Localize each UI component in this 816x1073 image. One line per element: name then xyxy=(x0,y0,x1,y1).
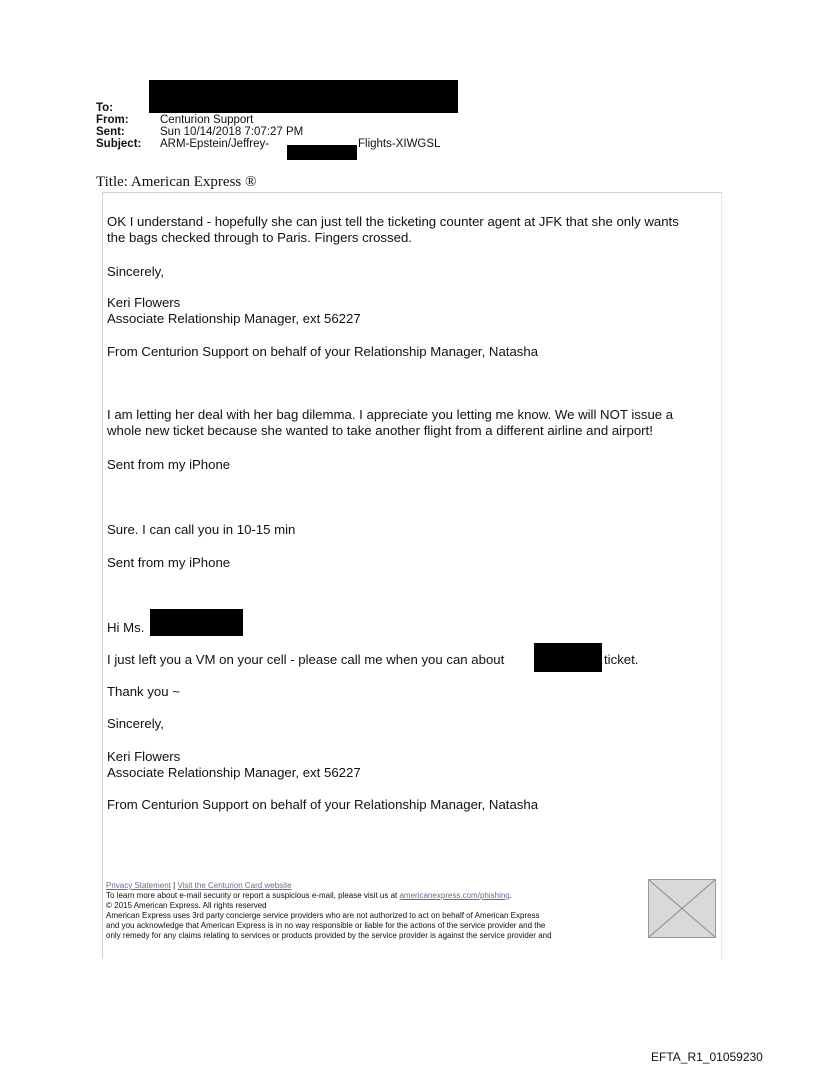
footer-links xyxy=(106,881,292,890)
document-id: EFTA_R1_01059230 xyxy=(651,1050,763,1064)
disclaimer-line-2: and you acknowledge that American Express is in no way responsible or liable for the actions of the service provider and the xyxy=(106,921,546,930)
subject-label: Subject: xyxy=(96,138,142,150)
vm-line-suffix: ticket. xyxy=(604,652,639,667)
from-line-2: From Centurion Support on behalf of your Relationship Manager, Natasha xyxy=(107,797,539,812)
signature-role-2: Associate Relationship Manager, ext 56227 xyxy=(107,765,361,780)
from-label: From: xyxy=(96,114,129,126)
sent-label: Sent: xyxy=(96,126,125,138)
from-line-1: From Centurion Support on behalf of your Relationship Manager, Natasha xyxy=(107,344,539,359)
disclaimer-line-3: only remedy for any claims relating to services or products provided by the service provider is against the service provider and xyxy=(106,931,552,940)
security-note xyxy=(106,891,512,900)
broken-image-icon xyxy=(648,879,716,938)
to-label: To: xyxy=(96,102,114,114)
centurion-website-link[interactable]: Visit the Centurion Card website xyxy=(177,881,292,890)
para1-line2: the bags checked through to Paris. Fingers crossed. xyxy=(107,230,412,245)
subject-suffix: Flights-XIWGSL xyxy=(358,138,441,150)
para2-line2: whole new ticket because she wanted to take another flight from a different airline and airport! xyxy=(107,423,653,438)
para2-line1: I am letting her deal with her bag dilemma. I appreciate you letting me know. We will NOT issue a xyxy=(107,407,674,422)
redaction-to xyxy=(149,80,458,113)
sent-from-iphone-1: Sent from my iPhone xyxy=(107,457,231,472)
signature-name-1: Keri Flowers xyxy=(107,295,181,310)
para1-line1: OK I understand - hopefully she can just tell the ticketing counter agent at JFK that she only wants xyxy=(107,214,679,229)
security-suffix: . xyxy=(509,891,512,900)
phishing-link[interactable]: americanexpress.com/phishing xyxy=(399,891,510,900)
subject-prefix: ARM-Epstein/Jeffrey- xyxy=(160,138,270,150)
message-frame xyxy=(102,192,722,959)
email-title: Title: American Express ® xyxy=(96,174,257,190)
sincerely-2: Sincerely, xyxy=(107,716,164,731)
from-value: Centurion Support xyxy=(160,114,254,126)
sure-line: Sure. I can call you in 10-15 min xyxy=(107,522,296,537)
vm-line-prefix: I just left you a VM on your cell - please call me when you can about xyxy=(107,652,505,667)
redaction-ticket-name xyxy=(534,643,602,672)
image-placeholder-cross xyxy=(649,880,715,937)
sent-from-iphone-2: Sent from my iPhone xyxy=(107,555,231,570)
copyright: © 2015 American Express. All rights reserved xyxy=(106,901,267,910)
redaction-greeting-name xyxy=(150,609,243,636)
sincerely-1: Sincerely, xyxy=(107,264,164,279)
redaction-subject xyxy=(287,145,357,160)
disclaimer-line-1: American Express uses 3rd party concierge service providers who are not authorized to act on behalf of American Express xyxy=(106,911,540,920)
greeting: Hi Ms. xyxy=(107,620,145,635)
link-separator: | xyxy=(170,881,178,890)
signature-name-2: Keri Flowers xyxy=(107,749,181,764)
thank-you: Thank you ~ xyxy=(107,684,180,699)
sent-value: Sun 10/14/2018 7:07:27 PM xyxy=(160,126,304,138)
security-prefix: To learn more about e-mail security or report a suspicious e-mail, please visit us at xyxy=(106,891,400,900)
signature-role-1: Associate Relationship Manager, ext 56227 xyxy=(107,311,361,326)
privacy-statement-link[interactable]: Privacy Statement xyxy=(106,881,171,890)
